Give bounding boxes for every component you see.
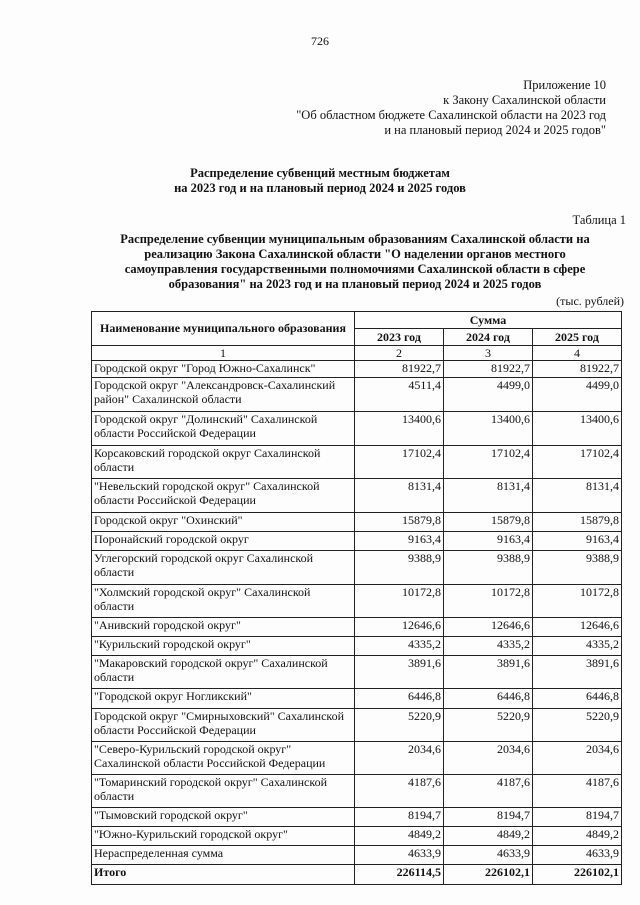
row-value-2023: 4849,2 — [354, 827, 443, 846]
column-index: 1 — [92, 346, 355, 361]
row-name: "Курильский городской округ" — [92, 637, 355, 656]
row-value-2024: 10172,8 — [443, 585, 532, 618]
appendix-line: и на плановый период 2024 и 2025 годов" — [384, 123, 606, 137]
row-value-2025: 4633,9 — [532, 846, 621, 865]
row-value-2025: 8131,4 — [532, 479, 621, 513]
row-value-2024: 81922,7 — [443, 361, 532, 378]
row-value-2024: 8194,7 — [443, 808, 532, 827]
row-name: "Томаринский городской округ" Сахалинской области — [92, 775, 355, 808]
row-name: "Макаровский городской округ" Сахалинской области — [92, 656, 355, 689]
document-title — [0, 166, 640, 196]
row-value-2025: 4849,2 — [532, 827, 621, 846]
total-2023: 226114,5 — [354, 865, 443, 885]
row-value-2025: 13400,6 — [532, 412, 621, 446]
row-value-2024: 3891,6 — [443, 656, 532, 689]
row-value-2024: 2034,6 — [443, 742, 532, 775]
table-row — [92, 775, 622, 808]
header-sum: Сумма — [354, 312, 621, 329]
table-row — [92, 532, 622, 551]
total-row — [92, 865, 622, 885]
row-value-2024: 4633,9 — [443, 846, 532, 865]
row-value-2025: 12646,6 — [532, 618, 621, 637]
row-value-2023: 5220,9 — [354, 709, 443, 742]
header-name: Наименование муниципального образования — [92, 312, 355, 346]
table-row — [92, 361, 622, 378]
row-name: Углегорский городской округ Сахалинской области — [92, 551, 355, 585]
table-row — [92, 846, 622, 865]
row-value-2023: 10172,8 — [354, 585, 443, 618]
subtitle-line: образования" на 2023 год и на плановый период 2024 и 2025 годов — [168, 277, 542, 291]
row-value-2024: 9163,4 — [443, 532, 532, 551]
row-value-2023: 17102,4 — [354, 446, 443, 479]
table-row — [92, 378, 622, 412]
row-value-2024: 4187,6 — [443, 775, 532, 808]
row-value-2024: 15879,8 — [443, 513, 532, 532]
row-name: Поронайский городской округ — [92, 532, 355, 551]
row-value-2023: 4335,2 — [354, 637, 443, 656]
row-value-2023: 3891,6 — [354, 656, 443, 689]
row-value-2023: 13400,6 — [354, 412, 443, 446]
row-value-2023: 4633,9 — [354, 846, 443, 865]
row-value-2023: 9388,9 — [354, 551, 443, 585]
table-row — [92, 808, 622, 827]
row-value-2023: 8131,4 — [354, 479, 443, 513]
row-name: "Холмский городской округ" Сахалинской области — [92, 585, 355, 618]
header-year-2025: 2025 год — [532, 329, 621, 346]
table-row — [92, 656, 622, 689]
row-value-2023: 2034,6 — [354, 742, 443, 775]
table-row — [92, 618, 622, 637]
row-value-2025: 2034,6 — [532, 742, 621, 775]
row-name: "Невельский городской округ" Сахалинской области Российской Федерации — [92, 479, 355, 513]
row-value-2025: 17102,4 — [532, 446, 621, 479]
table-row — [92, 479, 622, 513]
row-value-2025: 3891,6 — [532, 656, 621, 689]
table-row — [92, 827, 622, 846]
title-line: Распределение субвенций местным бюджетам — [190, 166, 450, 180]
row-value-2025: 8194,7 — [532, 808, 621, 827]
column-index: 3 — [443, 346, 532, 361]
row-value-2025: 4187,6 — [532, 775, 621, 808]
row-value-2024: 8131,4 — [443, 479, 532, 513]
row-name: "Южно-Курильский городской округ" — [92, 827, 355, 846]
row-value-2025: 4499,0 — [532, 378, 621, 412]
total-2025: 226102,1 — [532, 865, 621, 885]
row-value-2024: 4499,0 — [443, 378, 532, 412]
row-value-2025: 9388,9 — [532, 551, 621, 585]
subtitle-line: реализацию Закона Сахалинской области "О наделении органов местного — [144, 247, 566, 261]
row-value-2024: 12646,6 — [443, 618, 532, 637]
appendix-line: "Об областном бюджете Сахалинской области на 2023 год — [296, 108, 606, 122]
total-2024: 226102,1 — [443, 865, 532, 885]
row-value-2023: 8194,7 — [354, 808, 443, 827]
appendix-line: Приложение 10 — [523, 78, 606, 92]
row-name: Городской округ "Долинский" Сахалинской области Российской Федерации — [92, 412, 355, 446]
header-year-2023: 2023 год — [354, 329, 443, 346]
row-name: "Городской округ Ногликский" — [92, 689, 355, 709]
row-name: Городской округ "Город Южно-Сахалинск" — [92, 361, 355, 378]
subtitle-line: Распределение субвенции муниципальным образованиям Сахалинской области на — [120, 232, 590, 246]
row-value-2023: 15879,8 — [354, 513, 443, 532]
total-label: Итого — [92, 865, 355, 885]
table-row — [92, 637, 622, 656]
table-title — [100, 232, 610, 292]
row-value-2023: 9163,4 — [354, 532, 443, 551]
table-row — [92, 412, 622, 446]
row-value-2023: 4187,6 — [354, 775, 443, 808]
row-value-2024: 4335,2 — [443, 637, 532, 656]
table-row — [92, 689, 622, 709]
row-name: Нераспределенная сумма — [92, 846, 355, 865]
table-label: Таблица 1 — [572, 213, 626, 227]
subvention-table — [91, 311, 622, 885]
subtitle-line: самоуправления государственными полномочиями Сахалинской области в сфере — [124, 262, 586, 276]
units-label: (тыс. рублей) — [556, 294, 624, 308]
row-value-2023: 4511,4 — [354, 378, 443, 412]
row-name: Городской округ "Охинский" — [92, 513, 355, 532]
row-value-2024: 4849,2 — [443, 827, 532, 846]
appendix-line: к Закону Сахалинской области — [443, 93, 606, 107]
row-value-2023: 81922,7 — [354, 361, 443, 378]
row-name: Городской округ "Александровск-Сахалинский район" Сахалинской области — [92, 378, 355, 412]
row-name: "Северо-Курильский городской округ" Сахалинской области Российской Федерации — [92, 742, 355, 775]
column-index: 4 — [532, 346, 621, 361]
row-name: "Анивский городской округ" — [92, 618, 355, 637]
row-name: Городской округ "Смирныховский" Сахалинской области Российской Федерации — [92, 709, 355, 742]
table-row — [92, 585, 622, 618]
row-value-2025: 4335,2 — [532, 637, 621, 656]
row-value-2025: 10172,8 — [532, 585, 621, 618]
column-index: 2 — [354, 346, 443, 361]
row-value-2025: 15879,8 — [532, 513, 621, 532]
page-number: 726 — [311, 34, 329, 48]
row-name: Корсаковский городской округ Сахалинской области — [92, 446, 355, 479]
row-value-2025: 6446,8 — [532, 689, 621, 709]
row-value-2024: 17102,4 — [443, 446, 532, 479]
row-value-2024: 13400,6 — [443, 412, 532, 446]
table-row — [92, 446, 622, 479]
table-row — [92, 742, 622, 775]
title-line: на 2023 год и на плановый период 2024 и 2025 годов — [174, 181, 466, 195]
row-value-2024: 6446,8 — [443, 689, 532, 709]
appendix-header — [296, 78, 606, 138]
row-value-2024: 9388,9 — [443, 551, 532, 585]
row-value-2025: 5220,9 — [532, 709, 621, 742]
row-name: "Тымовский городской округ" — [92, 808, 355, 827]
table-row — [92, 551, 622, 585]
table-row — [92, 513, 622, 532]
row-value-2023: 12646,6 — [354, 618, 443, 637]
row-value-2023: 6446,8 — [354, 689, 443, 709]
row-value-2025: 9163,4 — [532, 532, 621, 551]
row-value-2025: 81922,7 — [532, 361, 621, 378]
header-year-2024: 2024 год — [443, 329, 532, 346]
table-row — [92, 709, 622, 742]
row-value-2024: 5220,9 — [443, 709, 532, 742]
